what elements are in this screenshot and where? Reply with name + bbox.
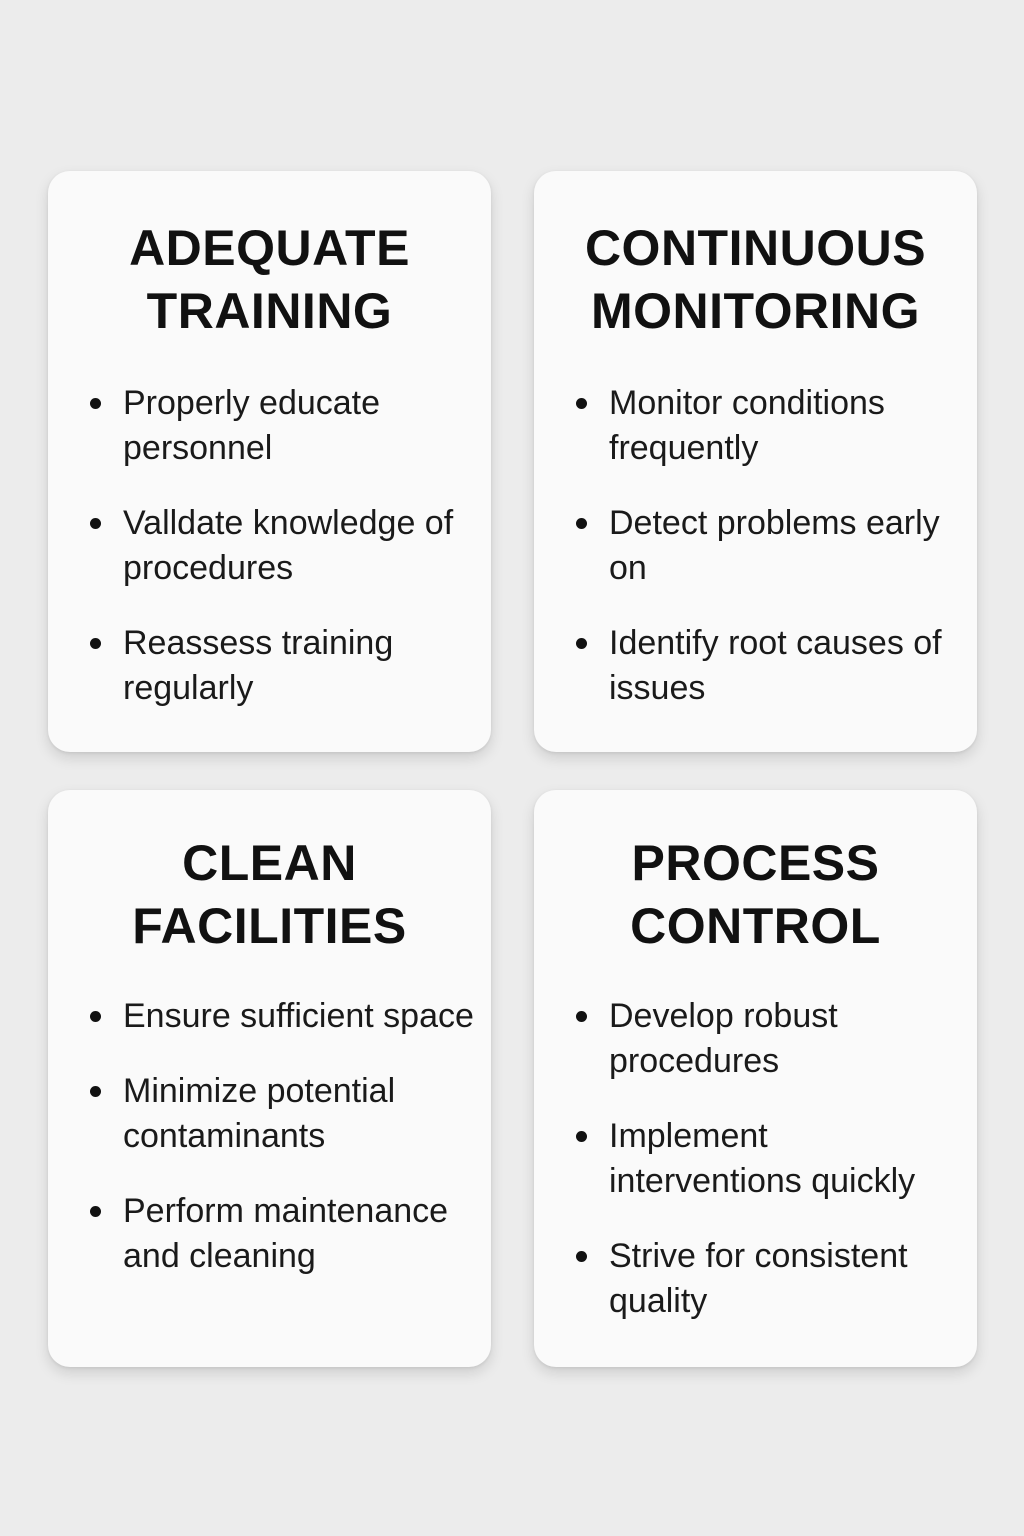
card-adequate-training bbox=[48, 171, 491, 752]
card-process-control bbox=[534, 790, 977, 1367]
card-title bbox=[534, 832, 977, 958]
card-continuous-monitoring bbox=[534, 171, 977, 752]
bullet-list bbox=[574, 994, 965, 1324]
list-item bbox=[88, 1069, 479, 1159]
list-item bbox=[574, 1234, 965, 1324]
list-item bbox=[88, 381, 479, 471]
list-item-text: Implement interventions quickly bbox=[609, 1117, 916, 1200]
list-item bbox=[574, 381, 965, 471]
card-title bbox=[48, 217, 491, 343]
bullet-icon bbox=[90, 638, 101, 649]
bullet-icon bbox=[90, 1086, 101, 1097]
bullet-icon bbox=[90, 398, 101, 409]
list-item-text: Monitor conditions frequently bbox=[609, 384, 885, 467]
card-title-line: TRAINING bbox=[146, 283, 393, 339]
list-item bbox=[574, 994, 965, 1084]
bullet-list bbox=[574, 381, 965, 711]
card-clean-facilities bbox=[48, 790, 491, 1367]
bullet-icon bbox=[90, 1206, 101, 1217]
card-title-line: ADEQUATE bbox=[129, 220, 410, 276]
card-title-line: CONTROL bbox=[630, 898, 881, 954]
card-title-line: CLEAN bbox=[182, 835, 357, 891]
list-item-text: Detect problems early on bbox=[609, 504, 940, 587]
card-title-line: FACILITIES bbox=[132, 898, 407, 954]
list-item bbox=[88, 621, 479, 711]
bullet-icon bbox=[576, 1251, 587, 1262]
list-item-text: Reassess training regularly bbox=[123, 624, 394, 707]
bullet-icon bbox=[576, 1131, 587, 1142]
bullet-icon bbox=[90, 518, 101, 529]
list-item-text: Perform maintenance and cleaning bbox=[123, 1192, 449, 1275]
bullet-list bbox=[88, 994, 479, 1279]
bullet-icon bbox=[576, 638, 587, 649]
list-item-text: Ensure sufficient space bbox=[123, 997, 474, 1035]
bullet-list bbox=[88, 381, 479, 711]
list-item-text: Properly educate personnel bbox=[123, 384, 381, 467]
bullet-icon bbox=[90, 1011, 101, 1022]
card-title-line: PROCESS bbox=[631, 835, 880, 891]
list-item bbox=[88, 501, 479, 591]
list-item-text: Valldate knowledge of procedures bbox=[123, 504, 454, 587]
list-item-text: Minimize potential contaminants bbox=[123, 1072, 396, 1155]
list-item bbox=[574, 501, 965, 591]
card-title bbox=[48, 832, 491, 958]
list-item-text: Strive for consistent quality bbox=[609, 1237, 908, 1320]
card-title-line: MONITORING bbox=[590, 283, 921, 339]
bullet-icon bbox=[576, 398, 587, 409]
list-item-text: Identify root causes of issues bbox=[609, 624, 942, 707]
card-title bbox=[534, 217, 977, 343]
list-item bbox=[574, 1114, 965, 1204]
list-item-text: Develop robust procedures bbox=[609, 997, 838, 1080]
bullet-icon bbox=[576, 1011, 587, 1022]
list-item bbox=[88, 1189, 479, 1279]
bullet-icon bbox=[576, 518, 587, 529]
list-item bbox=[574, 621, 965, 711]
card-title-line: CONTINUOUS bbox=[584, 220, 927, 276]
list-item bbox=[88, 994, 479, 1039]
